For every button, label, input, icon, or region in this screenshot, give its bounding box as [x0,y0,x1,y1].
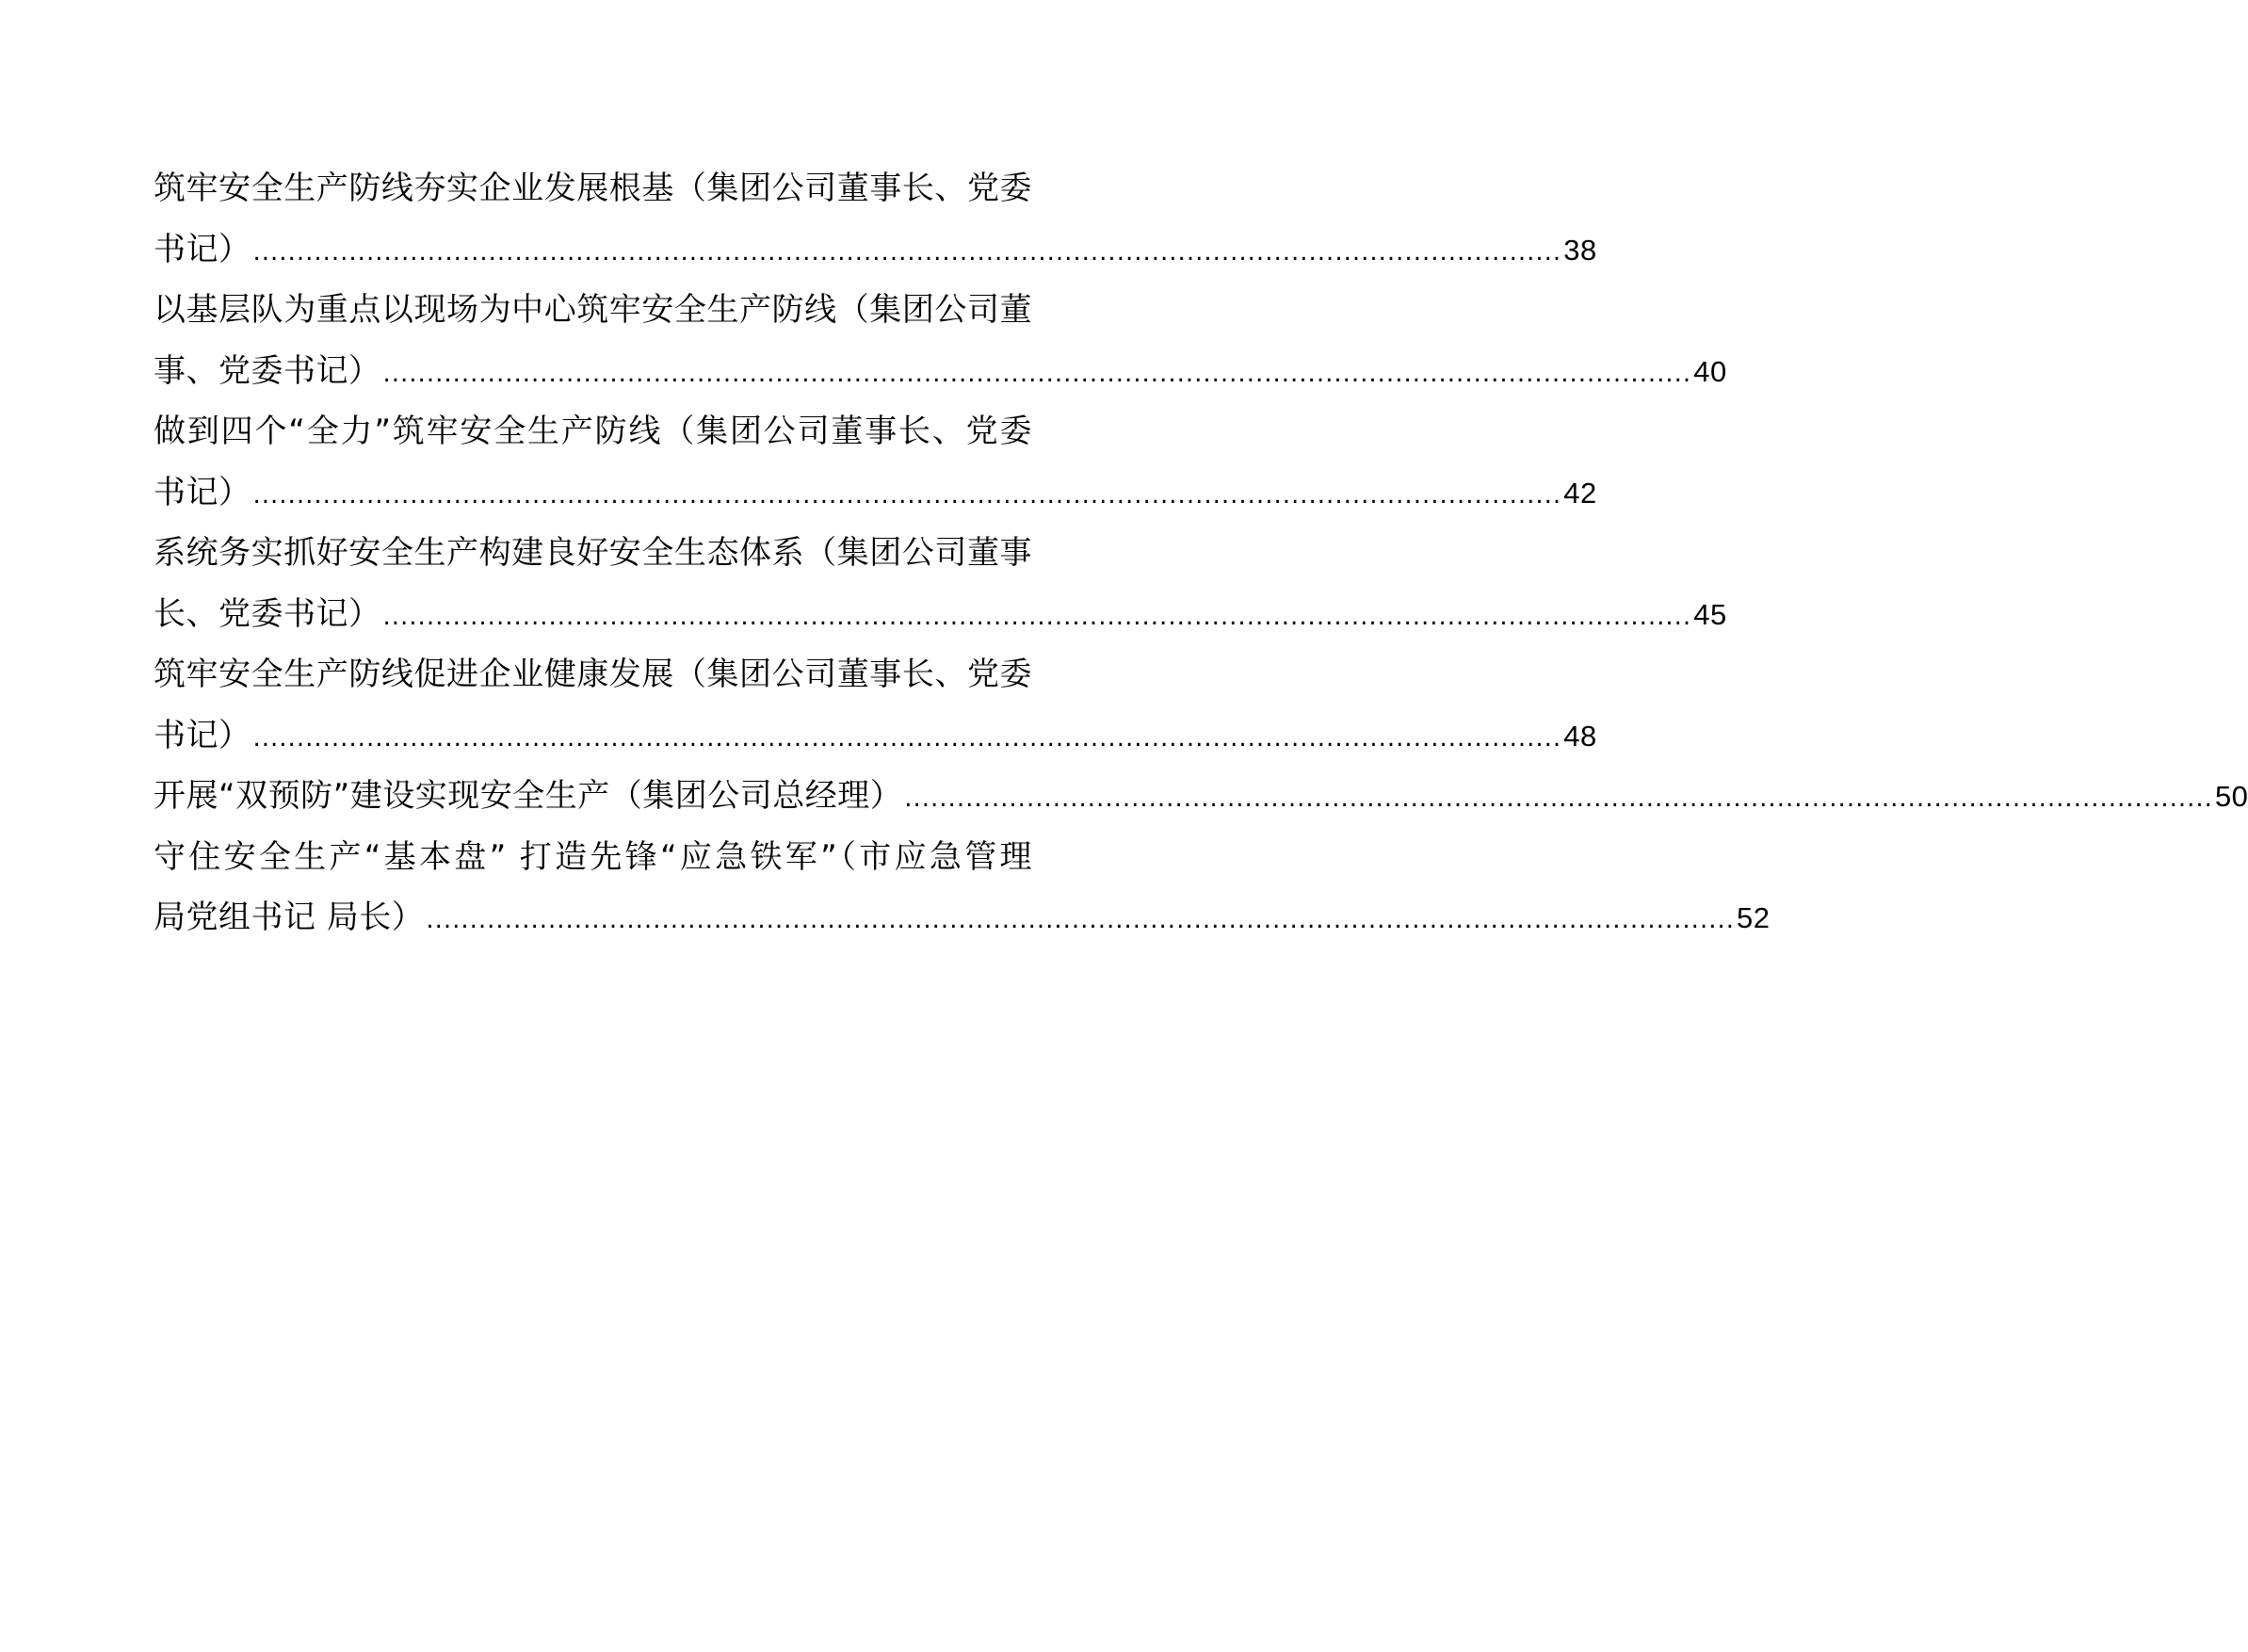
toc-entry-title-tail: 书记） [154,473,251,511]
toc-entry-5-line-1: 筑牢安全生产防线促进企业健康发展（集团公司董事长、党委 [154,656,1032,693]
toc-entry-4-line-1: 系统务实抓好安全生产构建良好安全生态体系（集团公司董事 [154,534,1032,572]
dot-leader: ...................................................................................................................................................... [252,723,1562,753]
toc-page-number: 50 [2214,780,2248,813]
toc-entry-2-line-1: 以基层队为重点以现场为中心筑牢安全生产防线（集团公司董 [154,291,1032,329]
toc-entry-6-line-1[interactable] [154,766,2248,827]
toc-entry-7-line-2[interactable] [154,887,1771,948]
toc-entry-4-line-2[interactable] [154,584,1727,645]
table-of-contents [154,158,2248,948]
toc-entry-title-tail: 书记） [154,716,251,754]
toc-entry-title-tail: 长、党委书记） [154,594,381,633]
toc-page-number: 40 [1693,354,1727,388]
toc-entry-2-line-2[interactable] [154,341,1727,402]
dot-leader: ...................................................................................................................................................... [426,906,1736,934]
toc-entry-5-line-2[interactable] [154,705,1597,767]
toc-entry-title: 开展“双预防”建设实现安全生产（集团公司总经理） [154,777,903,815]
dot-leader: ...................................................................................................................................................... [382,359,1692,388]
toc-entry-title-tail: 局党组书记 局长） [154,899,425,936]
dot-leader: ...................................................................................................................................................... [904,785,2213,813]
toc-entry-1-line-1: 筑牢安全生产防线夯实企业发展根基（集团公司董事长、党委 [154,170,1032,207]
dot-leader: ...................................................................................................................................................... [382,602,1692,631]
toc-entry-title-tail: 书记） [154,230,251,268]
toc-entry-3-line-1: 做到四个“全力”筑牢安全生产防线（集团公司董事长、党委 [154,413,1032,450]
toc-entry-3-line-2[interactable] [154,462,1597,524]
toc-entry-1-line-2[interactable] [154,219,1597,281]
toc-page-number: 42 [1563,476,1597,510]
toc-page-number: 48 [1563,719,1597,753]
toc-page-number: 38 [1563,233,1597,267]
dot-leader: ...................................................................................................................................................... [252,480,1562,510]
toc-page-number: 45 [1693,597,1727,631]
toc-entry-7-line-1: 守住安全生产“基本盘” 打造先锋“应急铁军”（市应急管理 [154,837,1032,876]
toc-page-number: 52 [1737,901,1771,934]
dot-leader: ...................................................................................................................................................... [252,237,1562,267]
toc-entry-title-tail: 事、党委书记） [154,351,381,390]
